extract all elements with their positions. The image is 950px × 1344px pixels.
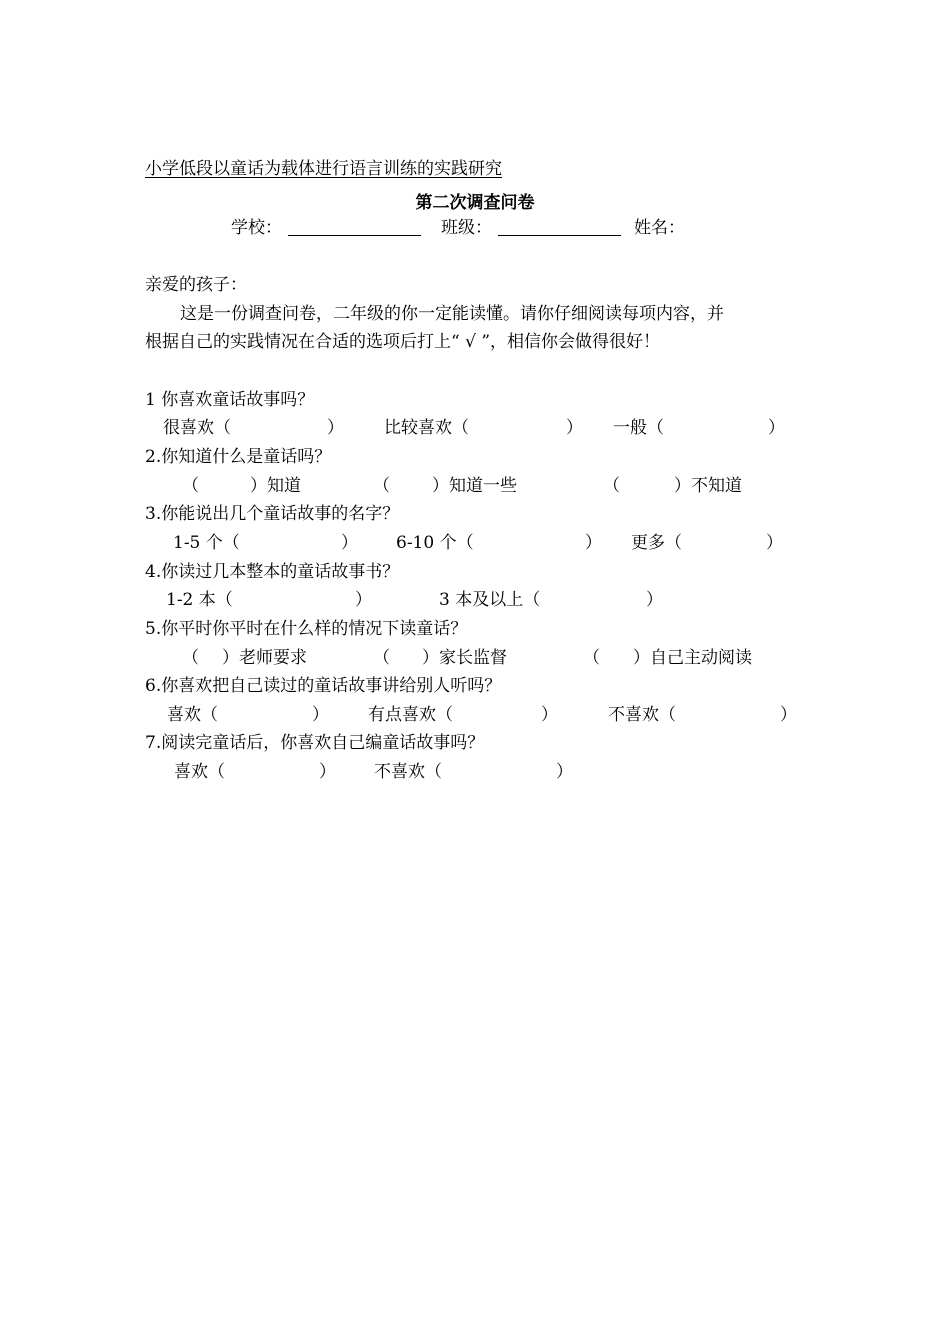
q6-option-close: ） bbox=[541, 705, 558, 725]
q4-option-close: ） bbox=[646, 590, 663, 610]
q6-option-close: ） bbox=[312, 705, 329, 725]
q3-option-more[interactable]: 更多（ bbox=[631, 533, 682, 553]
q6-option-close: ） bbox=[780, 705, 797, 725]
intro-line-2: 根据自己的实践情况在合适的选项后打上“ √ ”，相信你会做得很好！ bbox=[145, 332, 661, 352]
q7-option-close: ） bbox=[319, 762, 336, 782]
school-label: 学校： bbox=[231, 218, 282, 238]
school-field[interactable] bbox=[288, 235, 421, 236]
question-1-text: 1 你喜欢童话故事吗？ bbox=[145, 390, 315, 410]
q3-option-6-10[interactable]: 6-10 个（ bbox=[396, 533, 474, 553]
q3-option-close: ） bbox=[585, 533, 602, 553]
q6-option-somewhat[interactable]: 有点喜欢（ bbox=[368, 705, 453, 725]
class-field[interactable] bbox=[498, 235, 621, 236]
question-3-text: 3.你能说出几个童话故事的名字？ bbox=[145, 504, 400, 524]
q7-option-dislike[interactable]: 不喜欢（ bbox=[374, 762, 442, 782]
question-5-text: 5.你平时你平时在什么样的情况下读童话？ bbox=[145, 619, 468, 639]
q2-option-open[interactable]: （ bbox=[603, 476, 620, 496]
q4-option-close: ） bbox=[355, 590, 372, 610]
q6-option-dislike[interactable]: 不喜欢（ bbox=[608, 705, 676, 725]
q2-option-know-some: ）知道一些 bbox=[432, 476, 517, 496]
q5-option-self: ）自己主动阅读 bbox=[633, 648, 752, 668]
q4-option-3-plus[interactable]: 3 本及以上（ bbox=[439, 590, 541, 610]
q3-option-close: ） bbox=[341, 533, 358, 553]
question-6-text: 6.你喜欢把自己读过的童话故事讲给别人听吗？ bbox=[145, 676, 502, 696]
q1-option-fairly-like[interactable]: 比较喜欢（ bbox=[384, 418, 469, 438]
q1-option-very-like[interactable]: 很喜欢（ bbox=[163, 418, 231, 438]
q5-option-parent: ）家长监督 bbox=[422, 648, 507, 668]
q5-option-open[interactable]: （ bbox=[182, 648, 199, 668]
question-4-text: 4.你读过几本整本的童话故事书？ bbox=[145, 562, 400, 582]
q1-option-close: ） bbox=[327, 418, 344, 438]
q1-option-average[interactable]: 一般（ bbox=[613, 418, 664, 438]
q4-option-1-2[interactable]: 1-2 本（ bbox=[166, 590, 233, 610]
q2-option-open[interactable]: （ bbox=[182, 476, 199, 496]
name-label: 姓名： bbox=[634, 218, 685, 238]
q5-option-open[interactable]: （ bbox=[583, 648, 600, 668]
q3-option-1-5[interactable]: 1-5 个（ bbox=[173, 533, 240, 553]
intro-line-1: 这是一份调查问卷，二年级的你一定能读懂。请你仔细阅读每项内容，并 bbox=[180, 304, 724, 324]
q7-option-close: ） bbox=[556, 762, 573, 782]
survey-subtitle: 小学低段以童话为载体进行语言训练的实践研究 bbox=[145, 159, 502, 179]
q1-option-close: ） bbox=[768, 418, 785, 438]
q6-option-like[interactable]: 喜欢（ bbox=[167, 705, 218, 725]
q7-option-like[interactable]: 喜欢（ bbox=[174, 762, 225, 782]
q5-option-teacher: ）老师要求 bbox=[222, 648, 307, 668]
question-2-text: 2.你知道什么是童话吗？ bbox=[145, 447, 332, 467]
q1-option-close: ） bbox=[566, 418, 583, 438]
survey-title: 第二次调查问卷 bbox=[415, 193, 535, 213]
q3-option-close: ） bbox=[766, 533, 783, 553]
greeting: 亲爱的孩子： bbox=[145, 275, 247, 295]
q2-option-dont-know: ）不知道 bbox=[674, 476, 742, 496]
q2-option-know: ）知道 bbox=[250, 476, 301, 496]
q2-option-open[interactable]: （ bbox=[373, 476, 390, 496]
q5-option-open[interactable]: （ bbox=[373, 648, 390, 668]
question-7-text: 7.阅读完童话后，你喜欢自己编童话故事吗？ bbox=[145, 733, 485, 753]
class-label: 班级： bbox=[441, 218, 492, 238]
